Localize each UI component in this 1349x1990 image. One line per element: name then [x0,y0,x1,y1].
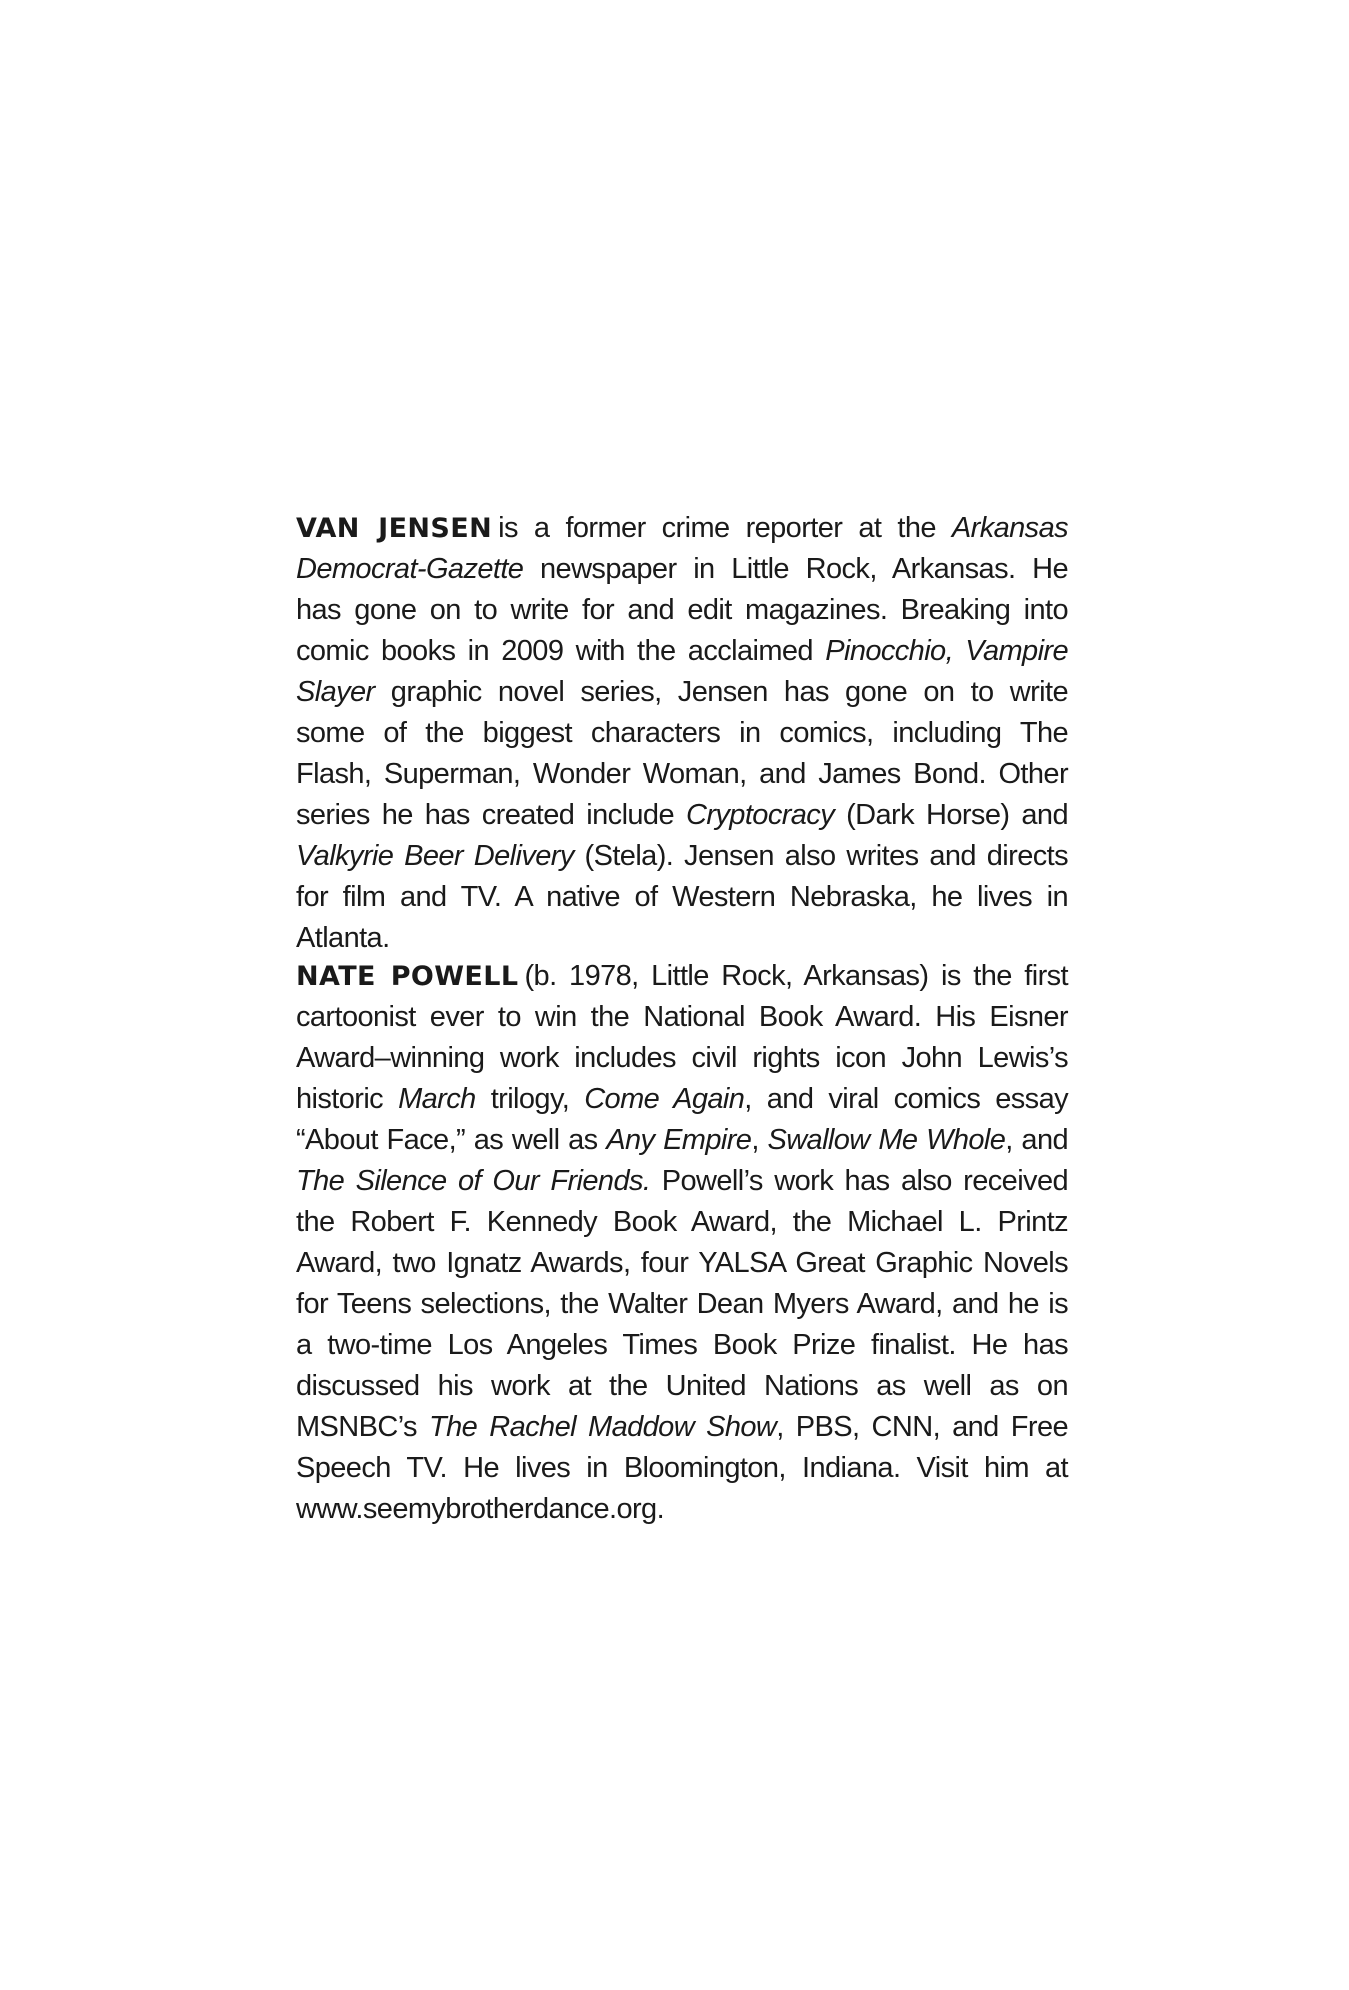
bio-italic-title: Valkyrie Beer Delivery [296,840,574,872]
bio-text: (Dark Horse) and [834,799,1068,831]
bio-italic-title: Arkansas Democrat-Gazette [296,512,1068,585]
bio-italic-title: The Rachel Maddow Show [429,1411,777,1443]
bio-nate-powell [296,956,1068,1530]
bio-text: trilogy, [475,1083,585,1115]
bio-text: Powell’s work has also received the Robert F. Kennedy Book Award, the Michael L. Printz Award, two Ignatz Awards, four YALSA Great Graphic Novels for Teens selections, the Walter Dean Myers Award, and he is a two-time Los Angeles Times Book Prize finalist. He has discussed his work at the United Nations as well as on MSNBC’s [296,1165,1068,1443]
bio-text: , PBS, CNN, and Free Speech TV. He lives in Bloomington, Indiana. Visit him at www.seemybrotherdance.org. [296,1411,1069,1525]
bio-text: is a former crime reporter at the [498,512,952,544]
bio-italic-title: Come Again [584,1083,745,1115]
bio-italic-title: Cryptocracy [686,799,835,831]
bio-text: , and [1005,1124,1068,1156]
bio-italic-title: Any Empire [606,1124,752,1156]
bio-italic-title: Swallow Me Whole [767,1124,1006,1156]
bio-italic-title: Pinocchio, Vampire Slayer [296,635,1068,708]
bio-text: , and viral comics essay “About Face,” as well as [296,1083,1069,1156]
bio-text: graphic novel series, Jensen has gone on to write some of the biggest characters in comics, including The Flash, Superman, Wonder Woman, and James Bond. Other series he has created include [296,676,1068,831]
bio-text: (Stela). Jensen also writes and directs for film and TV. A native of Western Nebraska, he lives in Atlanta. [296,840,1068,954]
bio-italic-title: March [398,1083,476,1115]
bio-van-jensen [296,508,1068,959]
bio-italic-title: The Silence of Our Friends. [296,1165,651,1197]
bio-text: , [751,1124,768,1156]
bio-text: newspaper in Little Rock, Arkansas. He has gone on to write for and edit magazines. Breaking into comic books in 2009 with the acclaimed [296,553,1068,667]
bio-text: (b. 1978, Little Rock, Arkansas) is the first cartoonist ever to win the National Book Award. His Eisner Award–winning work includes civil rights icon John Lewis’s historic [296,960,1068,1115]
author-name-powell: NATE POWELL [296,961,519,992]
author-name-jensen: VAN JENSEN [296,513,493,544]
